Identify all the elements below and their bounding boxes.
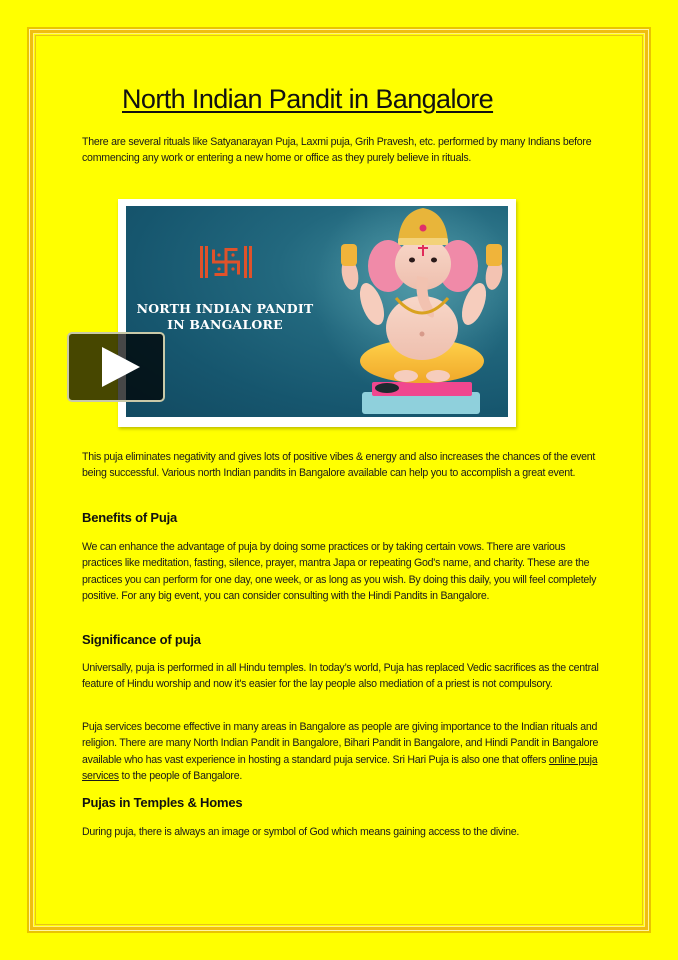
services-paragraph (82, 719, 602, 784)
banner-headline-line-2: IN BANGALORE (167, 317, 283, 332)
ganesha-idol-image (314, 206, 508, 417)
heading-pujas-in-temples-homes: Pujas in Temples & Homes (82, 795, 243, 810)
temples-homes-paragraph: During puja, there is always an image or symbol of God which means gaining access to the divine. (82, 826, 520, 838)
significance-paragraph: Universally, puja is performed in all Hindu temples. In today’s world, Puja has replaced Vedic sacrifices as the central feature of Hindu worship and now it's easier for the lay people also mediation of a priest is not compulsory. (82, 662, 599, 691)
online-puja-services-link[interactable]: online puja services (82, 753, 598, 782)
video-play-button[interactable] (67, 332, 165, 402)
heading-benefits-of-puja: Benefits of Puja (82, 510, 178, 525)
intro-paragraph: There are several rituals like Satyanarayan Puja, Laxmi puja, Grih Pravesh, etc. performed by many Indians before commencing any work or entering a new home or office as they purely believe in rituals. (82, 136, 592, 165)
banner-image (126, 206, 508, 417)
banner-image-card (118, 199, 516, 427)
banner-headline (130, 301, 320, 333)
services-text-after-link: to the people of Bangalore. (118, 769, 243, 782)
banner-headline-line-1: NORTH INDIAN PANDIT (136, 301, 314, 316)
services-text-before-link: Puja services become effective in many areas in Bangalore as people are giving importance to the Indian rituals and religion. There are many North Indian Pandit in Bangalore, Bihari Pandit in Bangalore, and Hindi Pandit in Bangalore available who has vast experience in hosting a standard puja service. Sri Hari Puja is also one that offers (82, 721, 599, 766)
after-image-paragraph: This puja eliminates negativity and gives lots of positive vibes & energy and also increases the chances of the event being successful. Various north Indian pandits in Bangalore available can help you to accomplish a great event. (82, 451, 596, 480)
benefits-paragraph: We can enhance the advantage of puja by doing some practices or by taking certain vows. There are various practices like meditation, fasting, silence, prayer, mantra Japa or repeating God's name, and charity. These are the practices you can perform for one day, one week, or as long as you wish. By doing this daily, you will feel completely positive. For any big event, you can consider consulting with the Hindi Pandits in Bangalore. (82, 541, 597, 602)
document-title: North Indian Pandit in Bangalore (122, 84, 494, 114)
play-icon (102, 347, 140, 387)
heading-significance-of-puja: Significance of puja (82, 632, 201, 647)
swastik-symbol-icon (199, 244, 253, 280)
